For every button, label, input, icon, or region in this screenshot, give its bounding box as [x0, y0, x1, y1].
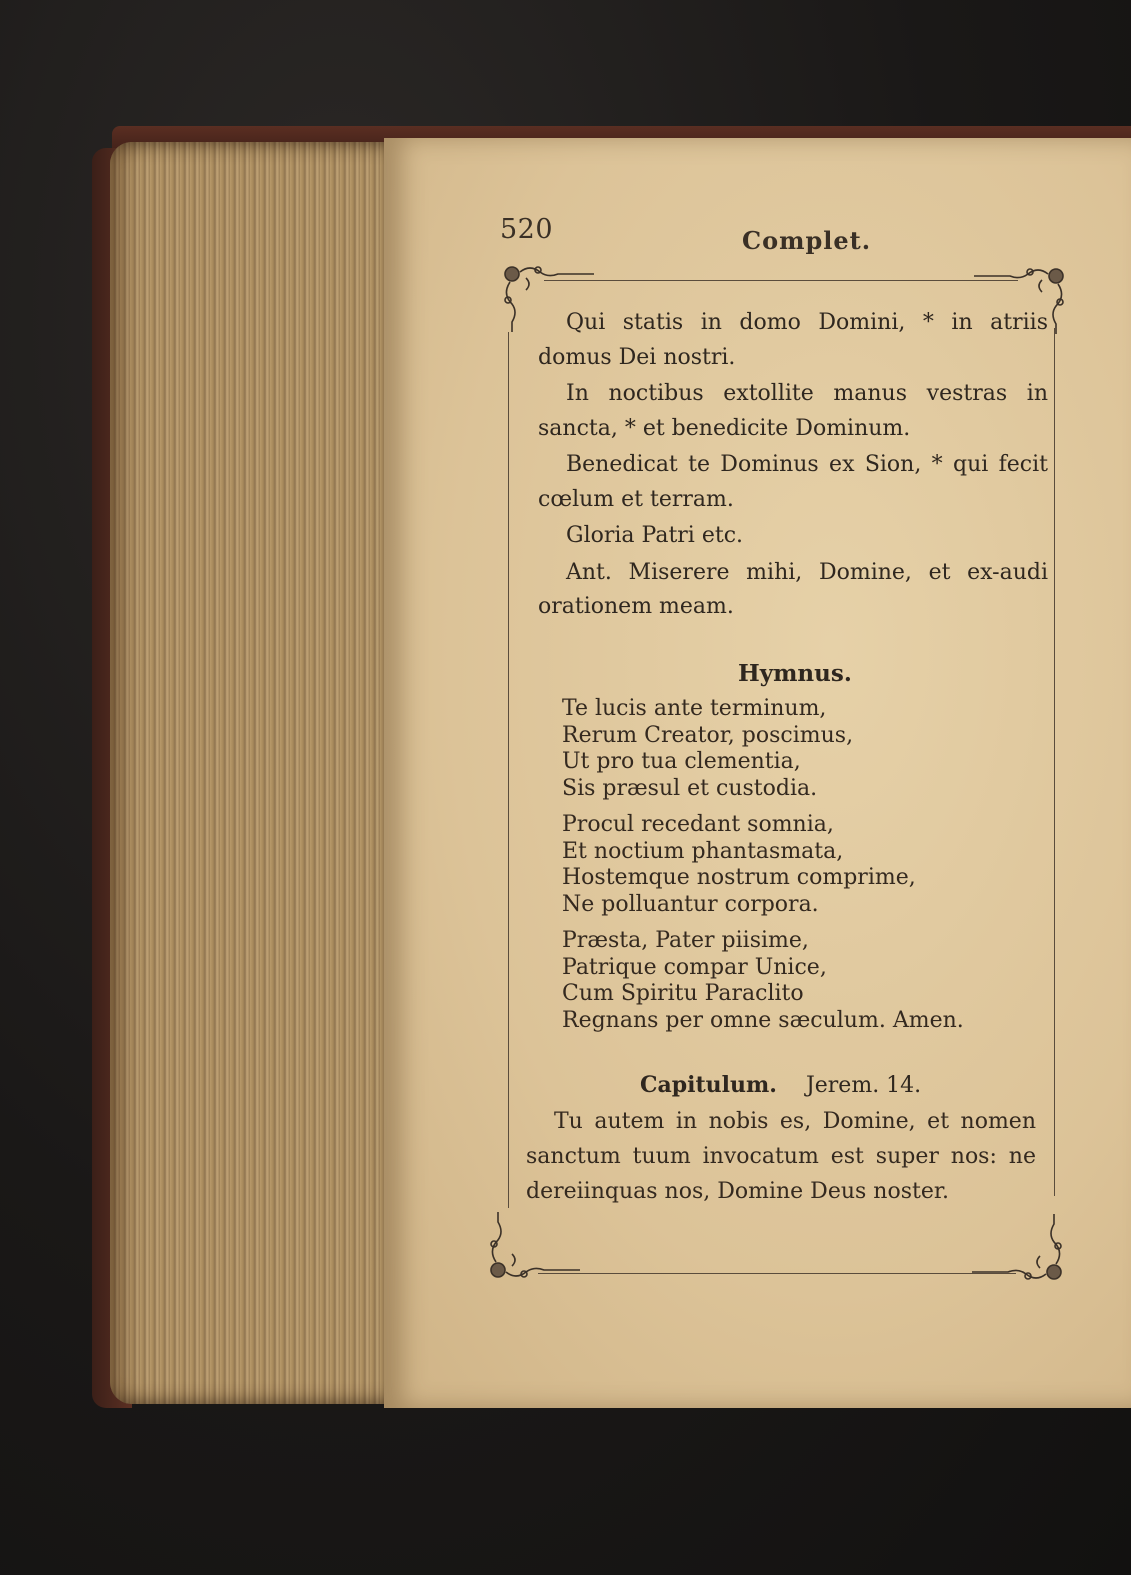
- capitulum-paragraph: Tu autem in nobis es, Domine, et nomen sanctum tuum invocatum est super nos: ne dereiinquas nos, Domine Deus noster.: [526, 1109, 1036, 1204]
- hymn-line: Te lucis ante terminum,: [562, 696, 827, 721]
- capitulum-label: Capitulum.: [640, 1072, 777, 1098]
- hymn-line: Rerum Creator, poscimus,: [562, 722, 854, 748]
- frame-bottom-rule: [538, 1273, 1016, 1274]
- hymn-line: Et noctium phantasmata,: [562, 838, 844, 864]
- capitulum-reference: Jerem. 14.: [805, 1073, 922, 1098]
- hymn-stanza: [562, 696, 1042, 802]
- page-number: 520: [500, 214, 554, 245]
- hymn-line: Ut pro tua clementia,: [562, 749, 801, 774]
- hymn-stanza: [562, 928, 1042, 1034]
- frame-left-rule: [508, 332, 509, 1208]
- hymn-title: Hymnus.: [738, 660, 852, 687]
- hymn-line: Ne polluantur corpora.: [562, 891, 819, 917]
- frame-top-rule: [544, 280, 1018, 281]
- hymn-stanza: [562, 812, 1042, 918]
- psalm-verse: Benedicat te Dominus ex Sion, * qui fecit cœlum et terram.: [538, 452, 1048, 512]
- hymn-line: Sis præsul et custodia.: [562, 775, 818, 801]
- running-head: Complet.: [742, 226, 872, 255]
- psalm-text: [538, 306, 1048, 627]
- hymn-line: Præsta, Pater piisime,: [562, 928, 809, 953]
- hymn-line: Procul recedant somnia,: [562, 812, 834, 837]
- psalm-verse: Qui statis in domo Domini, * in atriis domus Dei nostri.: [538, 310, 1048, 370]
- hymn-line: Regnans per omne sæculum. Amen.: [562, 1007, 964, 1033]
- psalm-verse: Gloria Patri etc.: [566, 523, 744, 548]
- hymn-line: Hostemque nostrum comprime,: [562, 865, 916, 890]
- capitulum-heading: [640, 1072, 921, 1098]
- psalm-verse: In noctibus extollite manus vestras in sancta, * et benedicite Dominum.: [538, 381, 1048, 441]
- hymn-line: Patrique compar Unice,: [562, 954, 827, 980]
- antiphon: Ant. Miserere mihi, Domine, et ex-audi orationem meam.: [538, 559, 1048, 619]
- capitulum-text: [526, 1104, 1036, 1209]
- frame-right-rule: [1054, 328, 1055, 1196]
- page-edges: [110, 142, 402, 1404]
- hymn-line: Cum Spiritu Paraclito: [562, 981, 804, 1006]
